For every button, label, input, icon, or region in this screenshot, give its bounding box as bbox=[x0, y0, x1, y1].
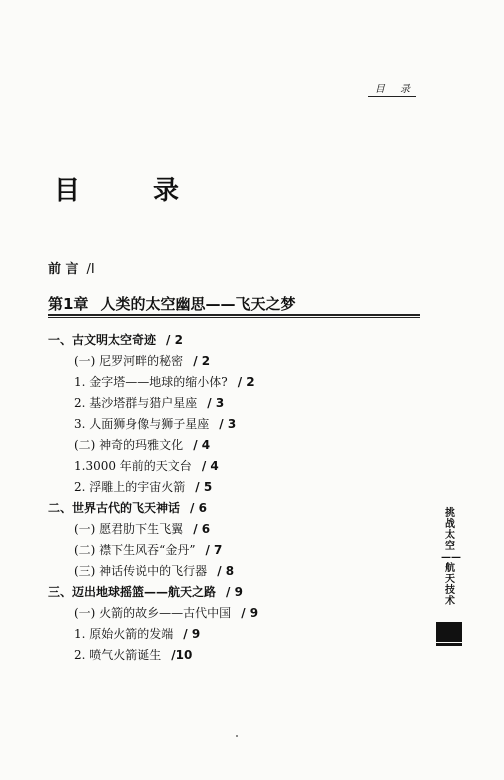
toc-text: 3. 人面狮身像与狮子星座 bbox=[74, 417, 210, 431]
chapter-heading bbox=[48, 293, 295, 314]
page-title: 目 录 bbox=[54, 176, 212, 206]
toc-text: 2. 浮雕上的宇宙火箭 bbox=[74, 480, 186, 494]
toc-text: 三、迈出地球摇篮——航天之路 bbox=[48, 585, 217, 599]
toc-page: / 9 bbox=[241, 606, 259, 620]
toc-page: / 3 bbox=[207, 396, 225, 410]
toc-page: / 8 bbox=[217, 564, 235, 578]
toc-entry[interactable] bbox=[48, 624, 428, 645]
preface-label: 前 言 bbox=[48, 262, 79, 277]
toc-text: 1. 原始火箭的发端 bbox=[74, 627, 174, 641]
preface-page: /I bbox=[86, 262, 95, 277]
toc-text: 一、古文明太空奇迹 bbox=[48, 333, 157, 347]
toc-page: / 2 bbox=[193, 354, 211, 368]
preface-entry[interactable] bbox=[48, 258, 95, 277]
toc-page: /10 bbox=[171, 648, 193, 662]
toc-entry[interactable] bbox=[48, 519, 428, 540]
toc-text: (二) 神奇的玛雅文化 bbox=[74, 438, 184, 452]
toc-page: / 6 bbox=[190, 501, 207, 515]
toc-section[interactable] bbox=[48, 582, 428, 603]
toc-page: / 9 bbox=[183, 627, 201, 641]
toc-text: (三) 神话传说中的飞行器 bbox=[74, 564, 208, 578]
toc-entry[interactable] bbox=[48, 645, 428, 666]
toc-text: (一) 愿君肋下生飞翼 bbox=[74, 522, 184, 536]
toc-page: / 2 bbox=[237, 375, 255, 389]
chapter-number: 第1章 bbox=[48, 295, 89, 313]
toc-page: / 5 bbox=[195, 480, 213, 494]
toc-entry[interactable] bbox=[48, 414, 428, 435]
toc-page: / 4 bbox=[201, 459, 219, 473]
side-tab-bar bbox=[436, 643, 462, 646]
toc-page: / 4 bbox=[193, 438, 211, 452]
toc-page: / 6 bbox=[193, 522, 211, 536]
toc-text: (二) 襟下生风吞“金丹” bbox=[74, 543, 196, 557]
toc-entry[interactable] bbox=[48, 435, 428, 456]
toc-section[interactable] bbox=[48, 498, 428, 519]
toc-page: / 9 bbox=[226, 585, 243, 599]
toc-entry[interactable] bbox=[48, 393, 428, 414]
toc-text: (一) 火箭的故乡——古代中国 bbox=[74, 606, 232, 620]
toc-page: / 7 bbox=[205, 543, 223, 557]
toc-section[interactable] bbox=[48, 330, 428, 351]
chapter-rule-thick bbox=[48, 314, 420, 316]
toc-entry[interactable] bbox=[48, 603, 428, 624]
toc-entry[interactable] bbox=[48, 372, 428, 393]
side-tab-text: 挑战太空——航天技术 bbox=[441, 508, 461, 607]
toc-entry[interactable] bbox=[48, 351, 428, 372]
toc-page: / 2 bbox=[166, 333, 183, 347]
toc-text: 二、世界古代的飞天神话 bbox=[48, 501, 181, 515]
toc-entry[interactable] bbox=[48, 456, 428, 477]
toc-text: 2. 喷气火箭诞生 bbox=[74, 648, 162, 662]
toc-text: (一) 尼罗河畔的秘密 bbox=[74, 354, 184, 368]
toc-list bbox=[48, 330, 428, 666]
toc-text: 2. 基沙塔群与猎户星座 bbox=[74, 396, 198, 410]
toc-page: / 3 bbox=[219, 417, 237, 431]
chapter-rule-thin bbox=[48, 317, 420, 318]
running-header: 目 录 bbox=[368, 80, 416, 97]
side-tab-marker bbox=[436, 622, 462, 642]
toc-text: 1. 金字塔——地球的缩小体? bbox=[74, 375, 228, 389]
toc-entry[interactable] bbox=[48, 477, 428, 498]
chapter-title: 人类的太空幽思——飞天之梦 bbox=[100, 295, 296, 313]
toc-text: 1.3000 年前的天文台 bbox=[74, 459, 192, 473]
toc-entry[interactable] bbox=[48, 561, 428, 582]
scan-speck bbox=[236, 735, 238, 737]
toc-entry[interactable] bbox=[48, 540, 428, 561]
